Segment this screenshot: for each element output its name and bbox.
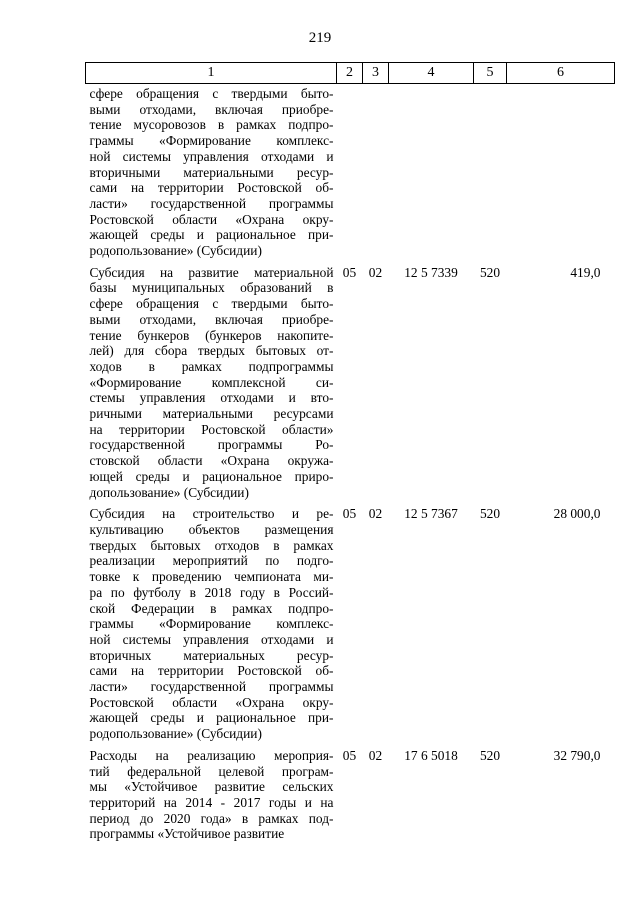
table-row <box>86 748 615 848</box>
table-row <box>86 506 615 748</box>
column-header-4: 4 <box>389 63 474 84</box>
section-code: 05 <box>342 506 357 522</box>
header-row <box>86 63 615 84</box>
expense-type-code: 520 <box>479 506 501 522</box>
budget-table <box>85 62 615 848</box>
subsection-code <box>363 84 389 265</box>
amount-value <box>507 84 615 265</box>
page-number: 219 <box>308 30 332 46</box>
expense-type-code: 520 <box>479 264 501 280</box>
column-header-1: 1 <box>86 63 337 84</box>
table-row <box>86 265 615 507</box>
column-header-6: 6 <box>507 63 615 84</box>
amount-value: 419,0 <box>570 264 601 280</box>
target-article-code: 12 5 7367 <box>404 506 458 522</box>
amount-value: 32 790,0 <box>553 747 601 763</box>
section-code: 05 <box>342 747 357 763</box>
table-header <box>86 63 615 84</box>
column-header-3: 3 <box>363 63 389 84</box>
expense-type-code <box>474 84 507 265</box>
row-description: Субсидия на строительство и ре- культивацию объектов размещения твердых бытовых отходов в рамках реализации мероприятий по подго- товке к проведению чемпионата ми- ра по футболу в 2018 году в Россий- ской Федерации в рамках подпро- граммы «Формирование комплекс- ной системы управления отходами и вторичных материальных ресур- сами на территории Ростовской об- ласти» государственной программы Ростовской области «Охрана окру- жающей среды и рациональное при- родопользование» (Субсидии) <box>89 506 334 742</box>
subsection-code: 02 <box>368 264 383 280</box>
row-description: Субсидия на развитие материальной базы муниципальных образований в сфере обращения с твердыми быто- выми отходами, включая приобре- тение бункеров (бункеров накопите- лей) для сбора твердых бытовых от- ходов в рамках подпрограммы «Формирование комплексной си- стемы управления отходами и вто- ричными материальными ресурсами на территории Ростовской области» государственной программы Ро- стовской области «Охрана окружа- ющей среды и рациональное приро- допользование» (Субсидии) <box>89 264 334 500</box>
table-body <box>86 84 615 849</box>
target-article-code: 12 5 7339 <box>404 264 458 280</box>
subsection-code: 02 <box>368 747 383 763</box>
target-article-code: 17 6 5018 <box>404 747 458 763</box>
row-description: сфере обращения с твердыми быто- выми отходами, включая приобре- тение мусоровозов в рамках подпро- граммы «Формирование комплекс- ной системы управления отходами и вторичными материальными ресур- сами на территории Ростовской об- ласти» государственной программы Ростовской области «Охрана окру- жающей среды и рациональное при- родопользование» (Субсидии) <box>89 86 334 259</box>
subsection-code: 02 <box>368 506 383 522</box>
section-code: 05 <box>342 264 357 280</box>
target-article-code <box>389 84 474 265</box>
expense-type-code: 520 <box>479 747 501 763</box>
section-code <box>337 84 363 265</box>
amount-value: 28 000,0 <box>553 506 601 522</box>
table-row <box>86 84 615 265</box>
column-header-5: 5 <box>474 63 507 84</box>
row-description: Расходы на реализацию мероприя- тий федеральной целевой програм- мы «Устойчивое развитие сельских территорий на 2014 - 2017 годы и на период до 2020 года» в рамках под- программы «Устойчивое развитие <box>89 747 334 842</box>
column-header-2: 2 <box>337 63 363 84</box>
